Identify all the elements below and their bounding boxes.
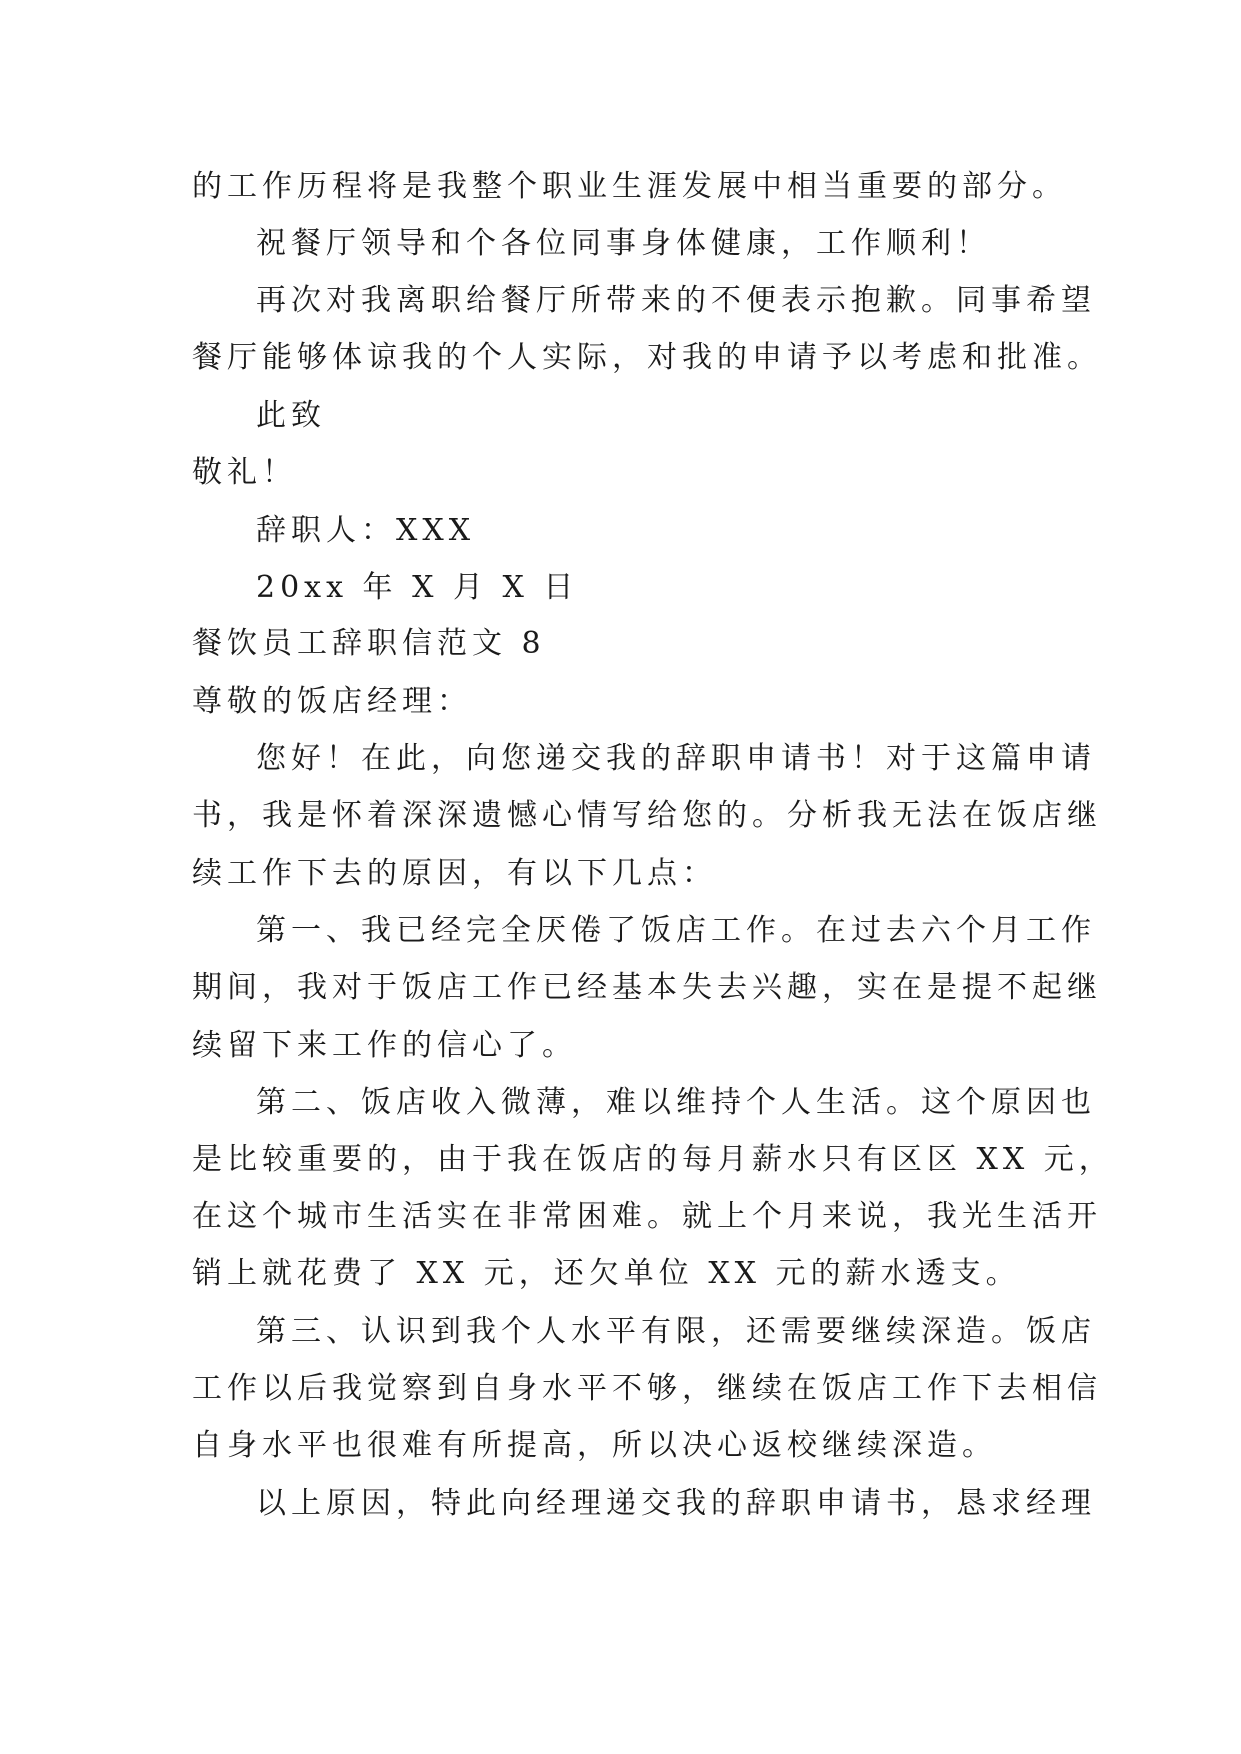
text-line: 以上原因，特此向经理递交我的辞职申请书，恳求经理 bbox=[256, 1486, 1096, 1521]
text-line: 祝餐厅领导和个各位同事身体健康，工作顺利！ bbox=[256, 226, 991, 261]
text-line: 您好！在此，向您递交我的辞职申请书！对于这篇申请 bbox=[256, 741, 1096, 776]
closing-regards: 敬礼！ bbox=[192, 455, 297, 490]
text-line: 第二、饭店收入微薄，难以维持个人生活。这个原因也 bbox=[256, 1085, 1096, 1120]
closing-salutation: 此致 bbox=[256, 398, 326, 433]
signature-name: 辞职人：XXX bbox=[256, 513, 476, 548]
text-line: 续留下来工作的信心了。 bbox=[192, 1028, 577, 1063]
text-line: 的工作历程将是我整个职业生涯发展中相当重要的部分。 bbox=[192, 169, 1067, 204]
text-line: 工作以后我觉察到自身水平不够，继续在饭店工作下去相信 bbox=[192, 1371, 1102, 1406]
text-line: 自身水平也很难有所提高，所以决心返校继续深造。 bbox=[192, 1428, 997, 1463]
text-line: 第一、我已经完全厌倦了饭店工作。在过去六个月工作 bbox=[256, 913, 1096, 948]
section-heading: 餐饮员工辞职信范文 8 bbox=[192, 626, 546, 661]
text-line: 期间，我对于饭店工作已经基本失去兴趣，实在是提不起继 bbox=[192, 970, 1102, 1005]
text-line: 续工作下去的原因，有以下几点： bbox=[192, 856, 717, 891]
text-line: 再次对我离职给餐厅所带来的不便表示抱歉。同事希望 bbox=[256, 283, 1096, 318]
letter-greeting: 尊敬的饭店经理： bbox=[192, 684, 472, 719]
text-line: 是比较重要的，由于我在饭店的每月薪水只有区区 XX 元， bbox=[192, 1142, 1114, 1177]
text-line: 第三、认识到我个人水平有限，还需要继续深造。饭店 bbox=[256, 1314, 1096, 1349]
text-line: 销上就花费了 XX 元，还欠单位 XX 元的薪水透支。 bbox=[192, 1256, 1021, 1291]
text-line: 在这个城市生活实在非常困难。就上个月来说，我光生活开 bbox=[192, 1199, 1102, 1234]
signature-date: 20xx 年 X 月 X 日 bbox=[256, 570, 579, 605]
text-line: 书，我是怀着深深遗憾心情写给您的。分析我无法在饭店继 bbox=[192, 798, 1102, 833]
text-line: 餐厅能够体谅我的个人实际，对我的申请予以考虑和批准。 bbox=[192, 340, 1102, 375]
